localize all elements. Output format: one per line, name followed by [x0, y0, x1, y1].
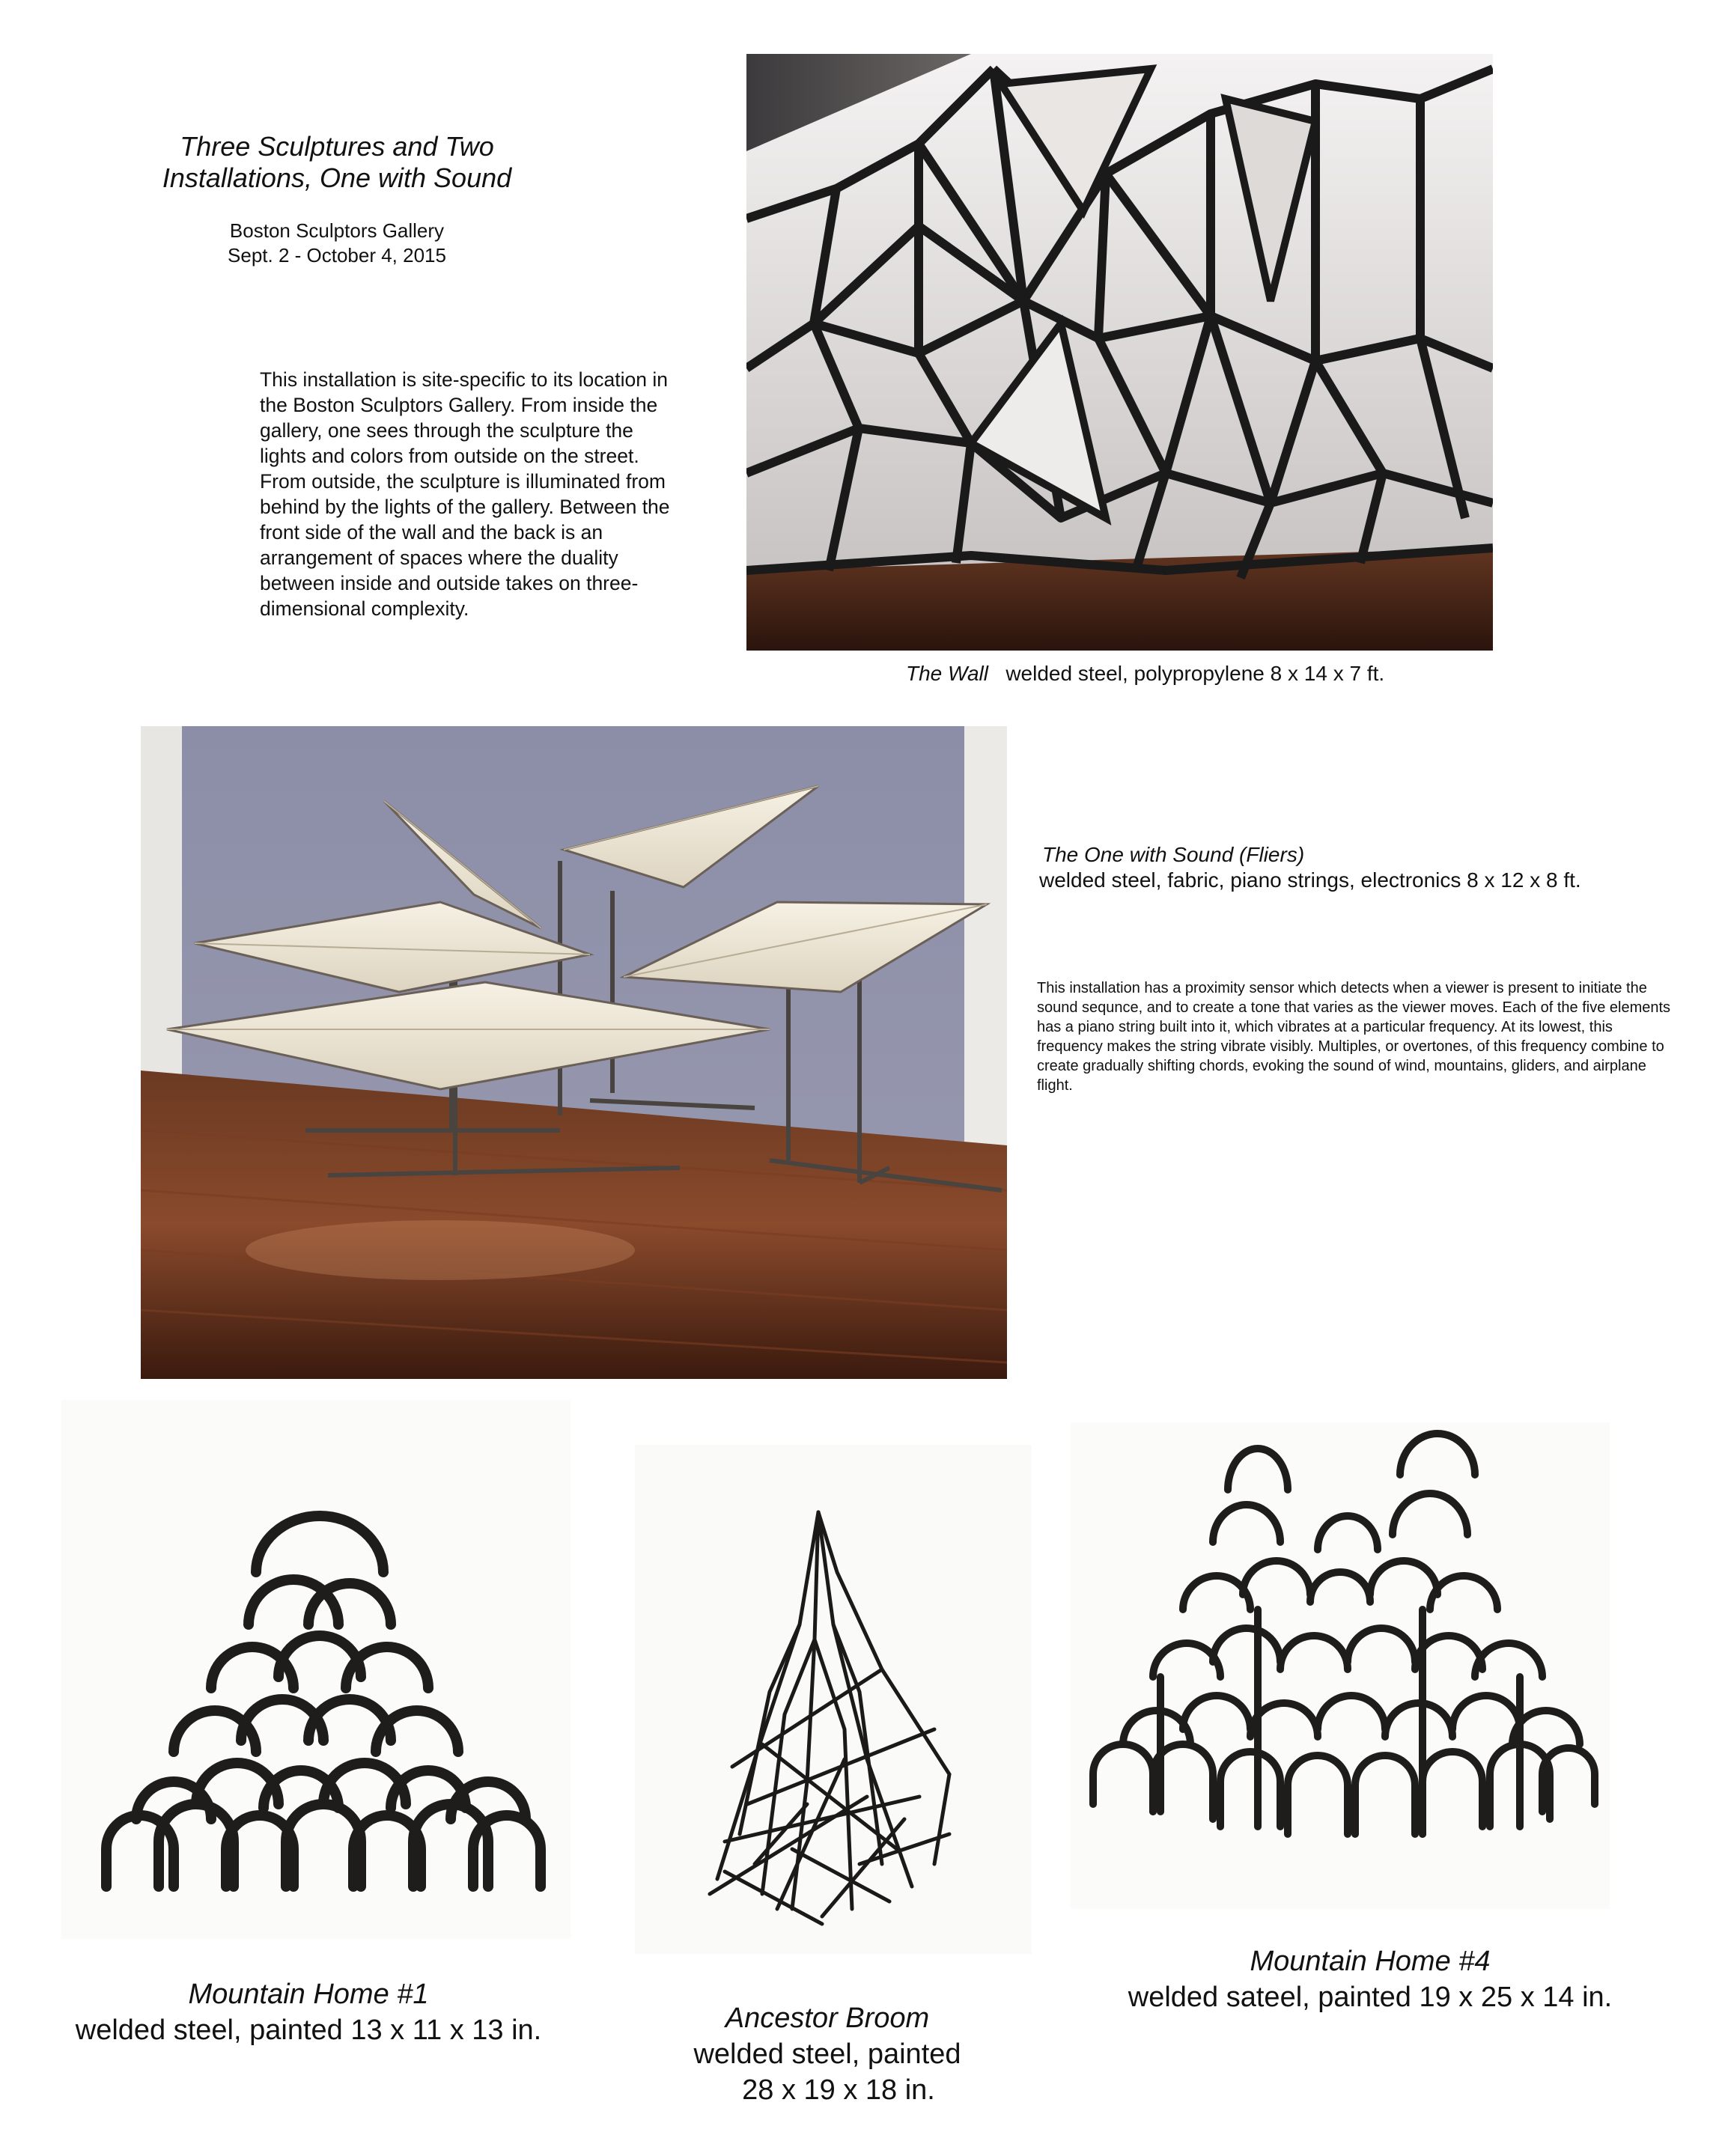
fliers-caption-title: The One with Sound (Fliers) — [1042, 843, 1305, 866]
mountain-home-4-photo — [1071, 1422, 1610, 1909]
fliers-sculpture-image — [141, 726, 1007, 1379]
venue-name: Boston Sculptors Gallery — [229, 219, 445, 242]
mountain-home-1-caption — [46, 1976, 571, 2048]
wall-caption-title: The Wall — [906, 662, 988, 685]
ancestor-broom-caption — [644, 2000, 1011, 2108]
wall-description: This installation is site-specific to its location in the Boston Sculptors Gallery. From inside the gallery, one sees through the sculpture the lights and colors from outside on the street. From outside, the sculpture is illuminated from behind by the lights of the gallery. Between the front side of the wall and the back is an arrangement of spaces where the duality between inside and outside takes on three-dimensional complexity. — [260, 368, 670, 620]
ancestor-broom-materials: welded steel, painted — [693, 2038, 961, 2070]
mountain-home-4-materials: welded sateel, painted 19 x 25 x 14 in. — [1128, 1982, 1613, 2013]
title-line-2: Installations, One with Sound — [162, 162, 512, 193]
mountain-home-4-image — [1071, 1422, 1610, 1909]
page-title — [112, 131, 562, 194]
mountain-home-1-materials: welded steel, painted 13 x 11 x 13 in. — [75, 2015, 542, 2046]
mountain-home-1-title: Mountain Home #1 — [188, 1979, 429, 2010]
ancestor-broom-photo — [635, 1445, 1032, 1954]
ancestor-broom-image — [635, 1445, 1032, 1954]
venue-info — [112, 219, 562, 268]
fliers-description: This installation has a proximity sensor which detects when a viewer is present to initiate the sound sequnce, and to create a tone that varies as the viewer moves. Each of the five elements has a piano string built into it, which vibrates at a particular frequency. At its lowest, this frequency makes the string vibrate visibly. Multiples, or overtones, of this frequency combine to create gradually shifting chords, evoking the sound of wind, mountains, gliders, and airplane flight. — [1037, 980, 1671, 1094]
fliers-photo — [141, 726, 1007, 1379]
wall-caption-details: welded steel, polypropylene 8 x 14 x 7 ft. — [1005, 662, 1385, 685]
mountain-home-4-caption — [1078, 1943, 1662, 2015]
title-line-1: Three Sculptures and Two — [180, 131, 494, 162]
exhibition-dates: Sept. 2 - October 4, 2015 — [228, 244, 446, 267]
mountain-home-4-title: Mountain Home #4 — [1250, 1946, 1491, 1977]
ancestor-broom-dimensions: 28 x 19 x 18 in. — [742, 2074, 935, 2106]
mountain-home-1-image — [61, 1400, 571, 1939]
wall-photo — [746, 54, 1493, 651]
fliers-caption-details: welded steel, fabric, piano strings, electronics 8 x 12 x 8 ft. — [1039, 868, 1581, 892]
mountain-home-1-photo — [61, 1400, 571, 1939]
wall-sculpture-image — [746, 54, 1493, 651]
ancestor-broom-title: Ancestor Broom — [725, 2003, 930, 2034]
wall-caption — [906, 661, 1384, 686]
